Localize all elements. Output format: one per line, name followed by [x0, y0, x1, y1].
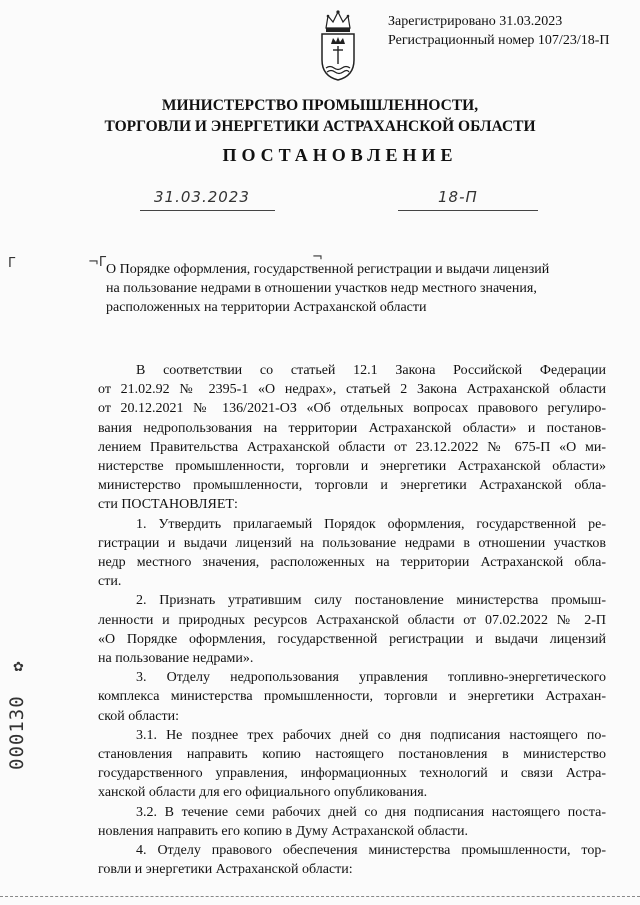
body-line: вания недропользования на территории Астраханской области» и постанов-	[98, 420, 606, 436]
body-paragraph	[98, 668, 606, 726]
document-type-heading: ПОСТАНОВЛЕНИЕ	[222, 145, 458, 165]
body-line: сти.	[98, 574, 122, 590]
body-line: лением Правительства Астраханской области от 23.12.2022 № 675-П «О ми-	[98, 439, 606, 455]
registration-number: Регистрационный номер 107/23/18-П	[388, 33, 610, 48]
body-line: сти ПОСТАНОВЛЯЕТ:	[98, 497, 238, 513]
body-line: 3.1. Не позднее трех рабочих дней со дня подписания настоящего по-	[136, 727, 606, 743]
document-subject	[106, 260, 606, 317]
document-body	[98, 361, 606, 879]
body-line: ленности и природных ресурсов Астраханской области от 07.02.2022 № 2-П	[98, 612, 606, 628]
body-line: становления направить копию настоящего постановления в министерство	[98, 747, 606, 763]
body-line: комплекса министерства промышленности, торговли и энергетики Астрахан-	[98, 689, 606, 705]
body-paragraph	[98, 841, 606, 879]
body-paragraph	[98, 803, 606, 841]
body-line: от 20.12.2021 № 136/2021-ОЗ «Об отдельных вопросах правового регулиро-	[98, 401, 606, 417]
page-edge-divider	[0, 896, 640, 897]
body-line: 3.2. В течение семи рабочих дней со дня подписания настоящего поста-	[136, 804, 606, 820]
corner-mark-icon: ¬	[312, 250, 323, 265]
document-date: 31.03.2023	[154, 188, 250, 206]
body-line: «О Порядке оформления, государственной регистрации и выдачи лицензий	[98, 631, 606, 647]
body-line: на пользование недрами».	[98, 651, 254, 667]
body-paragraph	[98, 726, 606, 803]
body-line: ской области:	[98, 708, 179, 724]
document-number: 18-П	[438, 188, 478, 206]
subject-line: расположенных на территории Астраханской области	[106, 300, 427, 315]
body-line: 2. Признать утратившим силу постановление министерства промыш-	[136, 593, 606, 609]
body-line: 3. Отделу недропользования управления топливно-энергетического	[136, 670, 606, 686]
body-line: министерство промышленности, торговли и энергетики Астраханской обла-	[98, 478, 606, 494]
body-line: новления направить его копию в Думу Астраханской области.	[98, 823, 468, 839]
ministry-name-line-1: МИНИСТЕРСТВО ПРОМЫШЛЕННОСТИ,	[161, 97, 479, 114]
body-line: от 21.02.92 № 2395-1 «О недрах», статьей 2 Закона Астраханской области	[98, 382, 606, 398]
registration-date: Зарегистрировано 31.03.2023	[388, 14, 563, 29]
body-line: ханской области для его официального опубликования.	[98, 785, 428, 801]
body-line: гистрации и выдачи лицензий на пользование недрами в отношении участков	[98, 535, 606, 551]
body-line: нистерстве промышленности, торговли и энергетики Астраханской области»	[98, 459, 606, 475]
date-field	[140, 188, 275, 211]
subject-line: на пользование недрами в отношении участков недр местного значения,	[106, 281, 537, 296]
body-paragraph	[98, 591, 606, 668]
body-line: государственного управления, информационных технологий и связи Астра-	[98, 766, 606, 782]
body-line: 4. Отделу правового обеспечения министерства промышленности, тор-	[136, 843, 606, 859]
page-number-stamp: 000130	[6, 695, 28, 770]
corner-mark-icon: Γ	[8, 256, 16, 271]
ministry-name-line-2: ТОРГОВЛИ И ЭНЕРГЕТИКИ АСТРАХАНСКОЙ ОБЛАСТИ	[104, 118, 536, 135]
body-line: В соответствии со статьей 12.1 Закона Российской Федерации	[136, 363, 606, 378]
ministry-name	[0, 95, 640, 137]
corner-mark-icon: ¬Γ	[88, 255, 107, 270]
body-line: недр местного значения, расположенных на территории Астраханской обла-	[98, 555, 606, 571]
ornament-flower-icon: ✿	[13, 660, 24, 675]
body-paragraph	[98, 361, 606, 515]
number-field	[398, 188, 538, 211]
body-line: 1. Утвердить прилагаемый Порядок оформления, государственной ре-	[136, 516, 606, 532]
body-line: говли и энергетики Астраханской области:	[98, 862, 353, 878]
registration-stamp	[388, 12, 609, 50]
body-paragraph	[98, 515, 606, 592]
subject-line: О Порядке оформления, государственной регистрации и выдачи лицензий	[106, 262, 550, 277]
astrakhan-coat-of-arms-icon	[318, 8, 358, 82]
